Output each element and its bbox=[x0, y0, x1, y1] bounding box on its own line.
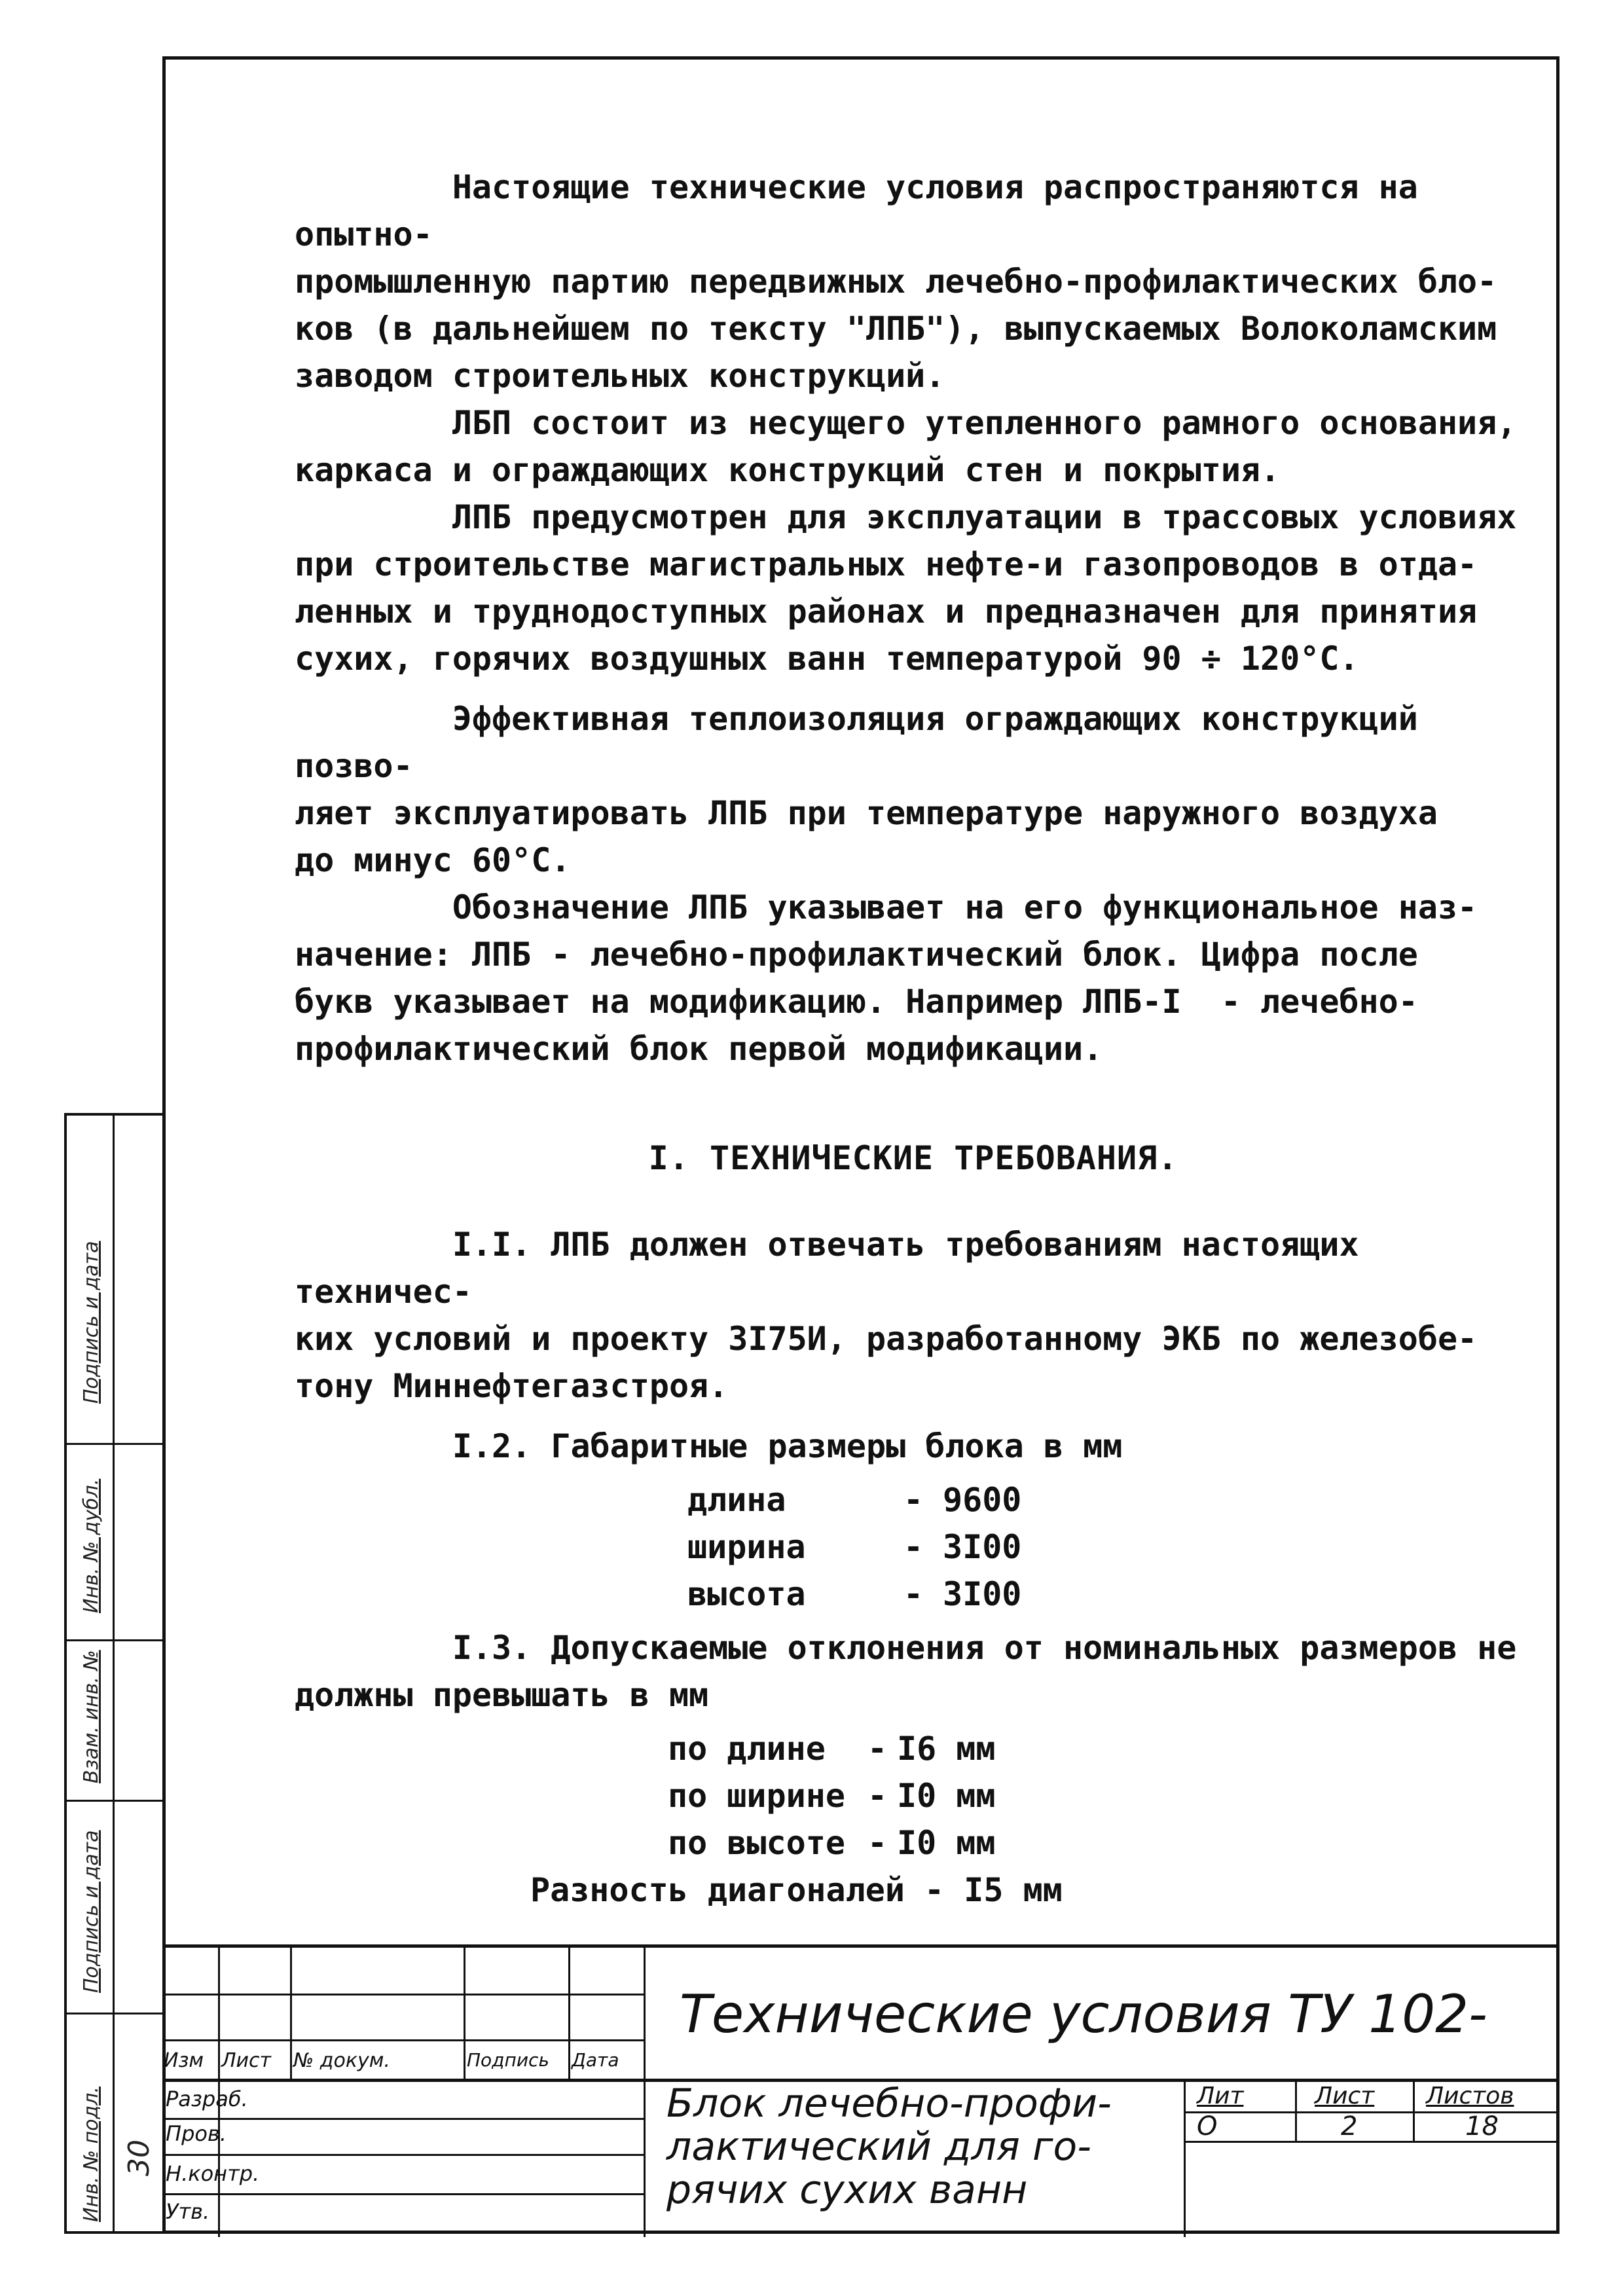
dimension-label: ширина bbox=[687, 1528, 806, 1566]
stamp-grid-line bbox=[290, 1948, 292, 2079]
tolerances-list bbox=[668, 1725, 1532, 1867]
stamp-grid-line bbox=[1184, 2141, 1559, 2143]
tolerance-dash: - bbox=[867, 1777, 888, 1815]
stamp-role-norm-control: Н.контр. bbox=[166, 2161, 260, 2186]
stamp-grid-line bbox=[1184, 2111, 1559, 2113]
side-label-signature-date-top: Подпись и дата bbox=[80, 1241, 103, 1404]
stamp-role-developer: Разраб. bbox=[166, 2086, 248, 2111]
clause-1-2: I.2. Габаритные размеры блока в мм bbox=[295, 1427, 1123, 1465]
stamp-lit-label: Лит bbox=[1197, 2083, 1244, 2109]
side-inv-number: 30 bbox=[122, 2140, 156, 2176]
list-item bbox=[687, 1571, 1532, 1618]
paragraph-purpose: ЛПБ предусмотрен для эксплуатации в трассовых условиях при строительстве магистральных нефте-и газопроводов в отда- ленных и труднодоступных районах и предназначен для принятия сухих, горячих воздушных ванн температурой 90 ÷ 120°С. bbox=[295, 498, 1517, 678]
stamp-sheet-value: 2 bbox=[1341, 2111, 1358, 2141]
side-strip-row-line bbox=[67, 1443, 165, 1445]
dimension-value: 3I00 bbox=[943, 1528, 1022, 1566]
list-item bbox=[668, 1772, 1532, 1819]
stamp-lit-value: О bbox=[1197, 2111, 1218, 2141]
stamp-grid-line bbox=[1184, 2079, 1186, 2237]
clause-1-3: I.3. Допускаемые отклонения от номинальных размеров не должны превышать в мм bbox=[295, 1629, 1517, 1714]
dimension-dash: - bbox=[903, 1528, 924, 1566]
stamp-grid-line bbox=[1413, 2079, 1415, 2141]
title-block bbox=[162, 1944, 1559, 2234]
dimensions-list bbox=[687, 1476, 1532, 1618]
dimension-value: 9600 bbox=[943, 1481, 1022, 1519]
side-strip bbox=[64, 1113, 162, 2234]
list-item bbox=[687, 1523, 1532, 1571]
stamp-header-date: Дата bbox=[572, 2049, 619, 2071]
stamp-grid-line bbox=[1295, 2079, 1297, 2141]
side-strip-row-line bbox=[67, 1639, 165, 1641]
clause-1-1: I.I. ЛПБ должен отвечать требованиям настоящих техничес- ких условий и проекту 3I75И, разработанному ЭКБ по железобе- тону Миннефтегазстроя. bbox=[295, 1226, 1478, 1405]
stamp-grid-line bbox=[162, 2154, 644, 2156]
stamp-sheets-label: Листов bbox=[1426, 2083, 1514, 2109]
tolerance-value: I0 мм bbox=[897, 1777, 996, 1815]
dimension-value: 3I00 bbox=[943, 1575, 1022, 1613]
stamp-grid-line bbox=[162, 1994, 644, 1995]
dimension-label: длина bbox=[687, 1481, 786, 1519]
tolerance-dash: - bbox=[867, 1824, 888, 1862]
dimension-dash: - bbox=[903, 1575, 924, 1613]
stamp-header-signature: Подпись bbox=[467, 2049, 549, 2071]
tolerance-label: по высоте bbox=[668, 1824, 845, 1862]
dimension-dash: - bbox=[903, 1481, 924, 1519]
list-item bbox=[668, 1725, 1532, 1772]
side-label-signature-date-bottom: Подпись и дата bbox=[80, 1830, 103, 1993]
paragraph-insulation: Эффективная теплоизоляция ограждающих конструкций позво- ляет эксплуатировать ЛПБ при температуре наружного воздуха до минус 60°С. bbox=[295, 700, 1438, 879]
stamp-block-name-line-1: Блок лечебно-профи- bbox=[666, 2081, 1112, 2126]
tolerance-value: I0 мм bbox=[897, 1824, 996, 1862]
stamp-grid-line bbox=[162, 2039, 644, 2041]
paragraph-composition: ЛБП состоит из несущего утепленного рамного основания, каркаса и ограждающих конструкций стен и покрытия. bbox=[295, 404, 1517, 489]
section-title: I. ТЕХНИЧЕСКИЕ ТРЕБОВАНИЯ. bbox=[648, 1139, 1178, 1177]
side-strip-divider bbox=[113, 1116, 115, 2231]
stamp-grid-line bbox=[162, 2118, 644, 2120]
stamp-grid-line bbox=[162, 2193, 644, 2195]
list-item bbox=[668, 1819, 1532, 1867]
tolerance-label: по ширине bbox=[668, 1777, 845, 1815]
stamp-sheet-label: Лист bbox=[1315, 2083, 1375, 2109]
side-strip-row-line bbox=[67, 2013, 165, 2014]
stamp-header-sheet: Лист bbox=[221, 2049, 272, 2072]
stamp-block-name-line-2: лактический для го- bbox=[666, 2124, 1091, 2170]
stamp-role-approved: Утв. bbox=[166, 2199, 210, 2224]
stamp-grid-line bbox=[568, 1948, 570, 2079]
list-item bbox=[687, 1476, 1532, 1523]
paragraph-designation: Обозначение ЛПБ указывает на его функциональное наз- начение: ЛПБ - лечебно-профилактический блок. Цифра после букв указывает на модификацию. Например ЛПБ-I - лечебно- профилактический блок первой модификации. bbox=[295, 888, 1478, 1068]
tolerance-dash: - bbox=[867, 1730, 888, 1768]
stamp-role-checker: Пров. bbox=[166, 2121, 227, 2146]
side-label-replace-inv: Взам. инв. № bbox=[80, 1650, 103, 1783]
stamp-block-name-line-3: рячих сухих ванн bbox=[666, 2167, 1028, 2213]
stamp-header-doc-number: № докум. bbox=[293, 2049, 390, 2072]
stamp-sheets-value: 18 bbox=[1465, 2111, 1499, 2141]
stamp-grid-line bbox=[644, 1948, 646, 2237]
side-label-original-inv: Инв. № подл. bbox=[80, 2086, 103, 2222]
dimension-label: высота bbox=[687, 1575, 806, 1613]
side-strip-row-line bbox=[67, 1800, 165, 1802]
tolerance-value: I6 мм bbox=[897, 1730, 996, 1768]
stamp-doc-title: Технические условия ТУ 102- bbox=[680, 1984, 1487, 2045]
document-body bbox=[295, 164, 1532, 1914]
tolerance-label: по длине bbox=[668, 1730, 826, 1768]
side-label-duplicate-inv: Инв. № дубл. bbox=[80, 1478, 103, 1613]
diagonal-difference: Разность диагоналей - I5 мм bbox=[530, 1871, 1063, 1909]
paragraph-scope: Настоящие технические условия распространяются на опытно- промышленную партию передвижных лечебно-профилактических бло- ков (в дальнейшем по тексту "ЛПБ"), выпускаемых Волоколамским заводом строительных конструкций. bbox=[295, 168, 1497, 395]
stamp-grid-line bbox=[464, 1948, 465, 2079]
stamp-header-change: Изм bbox=[164, 2049, 204, 2072]
